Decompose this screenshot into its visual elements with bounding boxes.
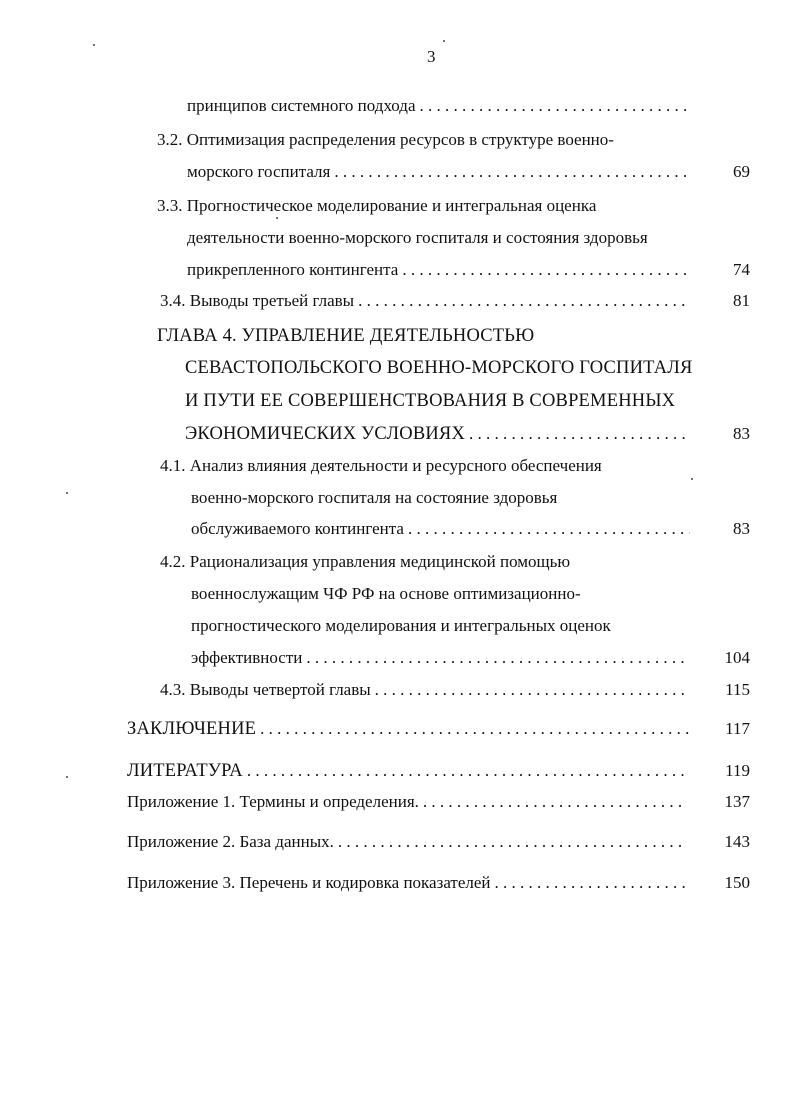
toc-entry-3-2: [187, 162, 690, 182]
toc-chapter-4-line1: ГЛАВА 4. УПРАВЛЕНИЕ ДЕЯТЕЛЬНОСТЬЮ: [157, 326, 535, 346]
toc-entry-4-2-line2: военнослужащим ЧФ РФ на основе оптимизационно-: [191, 584, 581, 603]
dot-leader: [334, 162, 690, 182]
toc-chapter-4-line3: И ПУТИ ЕЕ СОВЕРШЕНСТВОВАНИЯ В СОВРЕМЕННЫХ: [185, 391, 676, 411]
scan-speck: [443, 40, 445, 42]
toc-entry-3-3-line1: 3.3. Прогностическое моделирование и интегральная оценка: [157, 196, 597, 215]
dot-leader: [338, 832, 687, 852]
toc-page-3-3: 74: [733, 260, 750, 279]
toc-entry-conclusion: [127, 719, 690, 739]
toc-entry-text: ЗАКЛЮЧЕНИЕ: [127, 719, 257, 739]
toc-page-3-2: 69: [733, 162, 750, 181]
toc-entry-text: 4.3. Выводы четвертой главы: [160, 680, 371, 699]
toc-entry-text: Приложение 3. Перечень и кодировка показателей: [127, 873, 491, 892]
toc-entry-text: принципов системного подхода: [187, 96, 416, 115]
toc-page-conclusion: 117: [725, 719, 750, 738]
toc-entry-3-intro-cont: [187, 96, 690, 116]
scan-speck: [66, 492, 68, 494]
page-number: 3: [427, 47, 436, 66]
toc-entry-appendix-2: [127, 832, 687, 852]
toc-entry-4-1-line2: военно-морского госпиталя на состояние здоровья: [191, 488, 558, 507]
dot-leader: [247, 761, 690, 781]
toc-entry-4-1: [191, 519, 690, 539]
dot-leader: [420, 96, 691, 116]
toc-entry-text: обслуживаемого контингента: [191, 519, 404, 538]
dot-leader: [306, 648, 690, 668]
toc-entry-appendix-3: [127, 873, 687, 893]
toc-page-ch4: 83: [733, 424, 750, 443]
toc-entry-4-2-line1: 4.2. Рационализация управления медицинской помощью: [160, 552, 571, 571]
toc-entry-4-2-line3: прогностического моделирования и интегральных оценок: [191, 616, 611, 635]
toc-entry-text: эффективности: [191, 648, 303, 667]
scan-speck: [276, 217, 278, 219]
toc-entry-text: ЭКОНОМИЧЕСКИХ УСЛОВИЯХ: [185, 424, 466, 444]
toc-entry-4-2: [191, 648, 690, 668]
toc-page-appendix-1: 137: [724, 792, 750, 811]
toc-page-appendix-2: 143: [724, 832, 750, 851]
toc-entry-3-3: [187, 260, 690, 280]
toc-entry-4-1-line1: 4.1. Анализ влияния деятельности и ресурсного обеспечения: [160, 456, 602, 475]
toc-entry-3-3-line2: деятельности военно-морского госпиталя и состояния здоровья: [187, 228, 648, 247]
toc-entry-3-2-line1: 3.2. Оптимизация распределения ресурсов в структуре военно-: [157, 130, 614, 149]
toc-entry-text: Приложение 2. База данных.: [127, 832, 334, 851]
toc-entry-text: прикрепленного контингента: [187, 260, 399, 279]
toc-page-4-3: 115: [725, 680, 750, 699]
scan-speck: [93, 44, 95, 46]
toc-page-3-4: 81: [733, 291, 750, 310]
toc-entry-text: ЛИТЕРАТУРА: [127, 761, 243, 781]
scan-speck: [691, 478, 693, 480]
dot-leader: [358, 291, 690, 311]
scan-speck: [66, 776, 68, 778]
dot-leader: [375, 680, 690, 700]
toc-page-appendix-3: 150: [724, 873, 750, 892]
toc-entry-appendix-1: [127, 792, 687, 812]
dot-leader: [423, 792, 687, 812]
toc-chapter-4: [185, 424, 690, 444]
toc-page-4-2: 104: [724, 648, 750, 667]
toc-entry-3-4: [160, 291, 690, 311]
toc-entry-4-3: [160, 680, 690, 700]
toc-entry-text: морского госпиталя: [187, 162, 331, 181]
dot-leader: [408, 519, 690, 539]
dot-leader: [469, 424, 690, 444]
toc-entry-text: 3.4. Выводы третьей главы: [160, 291, 355, 310]
toc-page-literature: 119: [725, 761, 750, 780]
dot-leader: [402, 260, 690, 280]
toc-page-4-1: 83: [733, 519, 750, 538]
dot-leader: [495, 873, 687, 893]
toc-entry-literature: [127, 761, 690, 781]
toc-chapter-4-line2: СЕВАСТОПОЛЬСКОГО ВОЕННО-МОРСКОГО ГОСПИТАЛЯ: [185, 358, 693, 378]
dot-leader: [260, 719, 690, 739]
toc-entry-text: Приложение 1. Термины и определения.: [127, 792, 419, 811]
